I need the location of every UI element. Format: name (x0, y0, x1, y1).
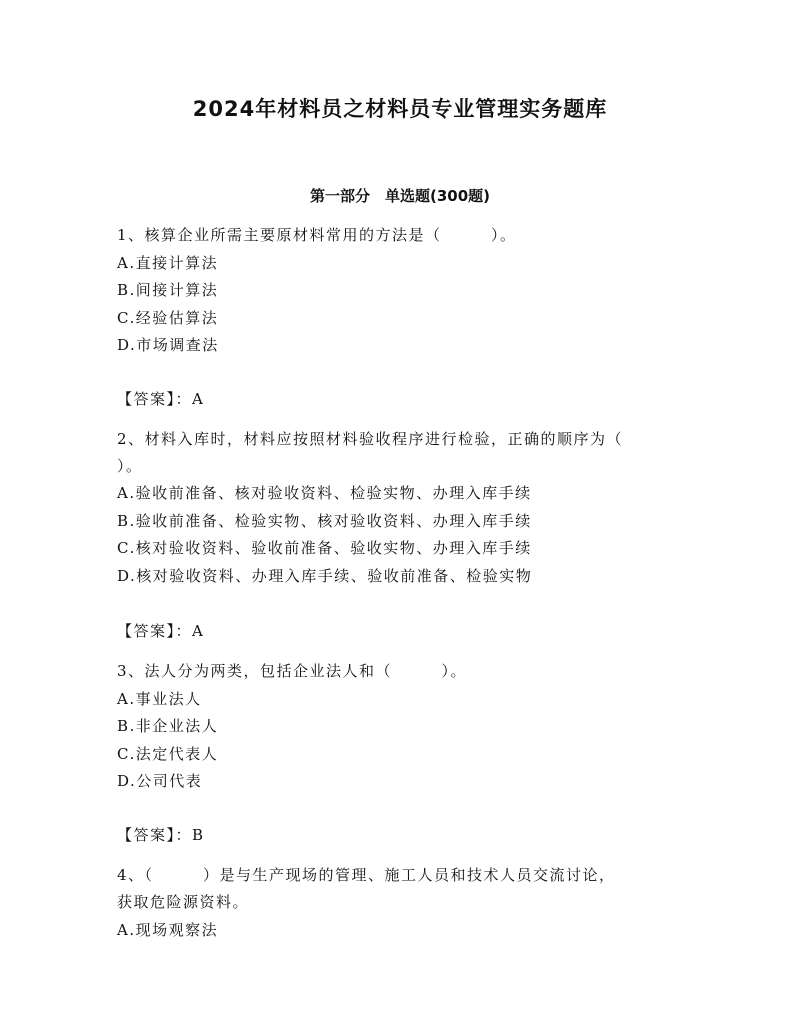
option-b: B.间接计算法 (117, 281, 219, 299)
option-a: A.事业法人 (117, 690, 202, 708)
question-stem: 3、法人分为两类，包括企业法人和（ ）。 (117, 662, 468, 680)
section-title: 第一部分 单选题(300题) (309, 187, 491, 205)
question-stem-continued: ）。 (117, 457, 143, 475)
option-c: C.核对验收资料、验收前准备、验收实物、办理入库手续 (117, 539, 532, 557)
question-stem-continued: 获取危险源资料。 (117, 893, 250, 911)
answer-label: 【答案】：A (117, 622, 205, 640)
answer-label: 【答案】：A (117, 390, 205, 408)
option-c: C.经验估算法 (117, 309, 219, 327)
option-a: A.直接计算法 (117, 254, 219, 272)
option-b: B.验收前准备、检验实物、核对验收资料、办理入库手续 (117, 512, 532, 530)
option-a: A.验收前准备、核对验收资料、检验实物、办理入库手续 (117, 484, 532, 502)
question-stem: 2、材料入库时，材料应按照材料验收程序进行检验，正确的顺序为（ (117, 430, 624, 448)
option-d: D.公司代表 (117, 772, 203, 790)
option-a: A.现场观察法 (117, 921, 219, 939)
option-d: D.市场调查法 (117, 336, 219, 354)
document-title: 2024年材料员之材料员专业管理实务题库 (192, 97, 608, 121)
option-c: C.法定代表人 (117, 745, 219, 763)
answer-label: 【答案】：B (117, 826, 205, 844)
question-stem: 1、核算企业所需主要原材料常用的方法是（ ）。 (117, 226, 517, 244)
question-stem: 4、（ ）是与生产现场的管理、施工人员和技术人员交流讨论， (117, 866, 616, 884)
option-d: D.核对验收资料、办理入库手续、验收前准备、检验实物 (117, 567, 533, 585)
option-b: B.非企业法人 (117, 717, 219, 735)
